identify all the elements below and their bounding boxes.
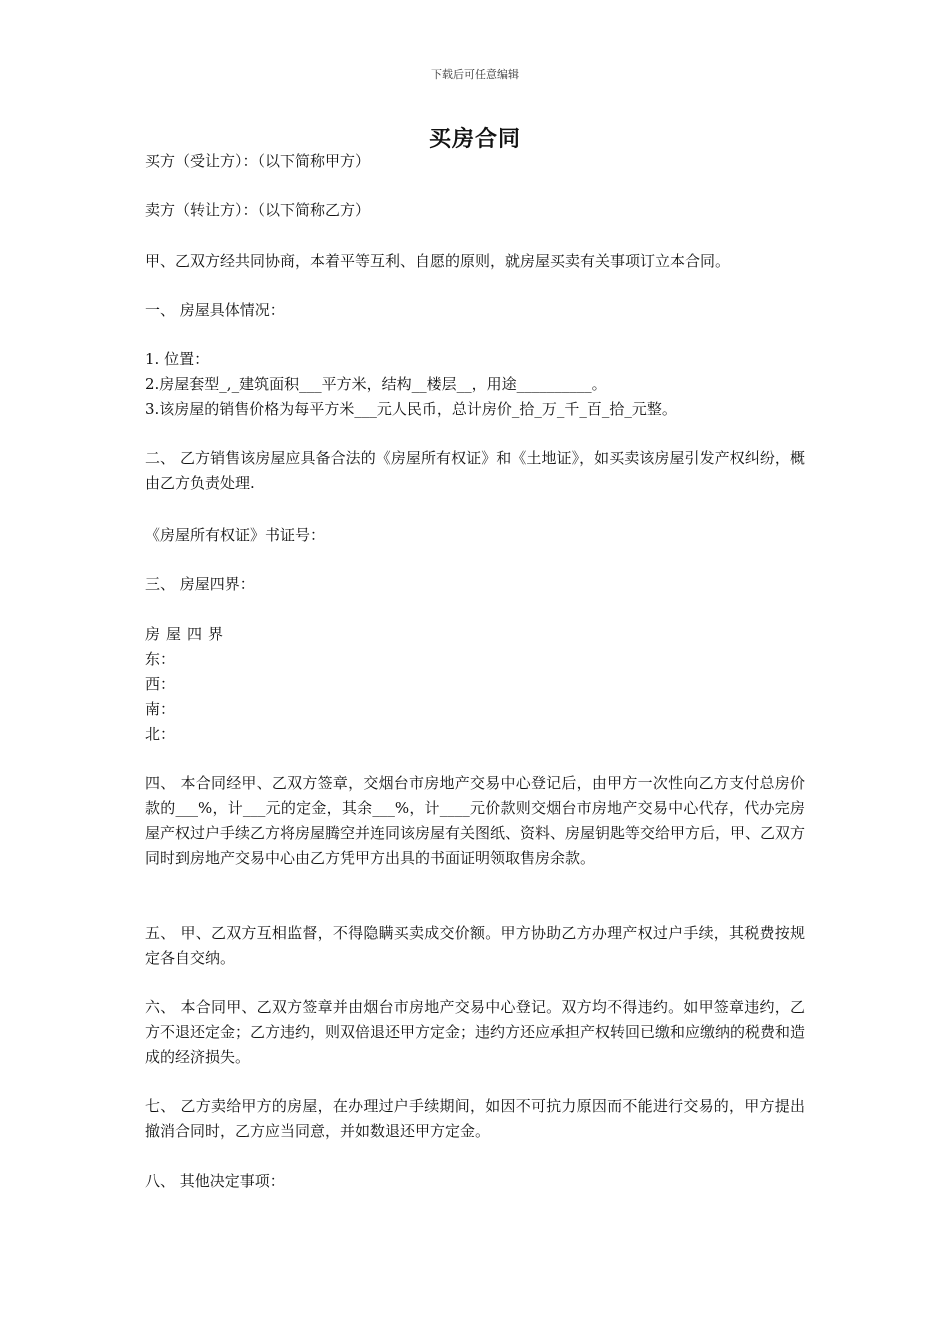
section-1-item-2: 2.房屋套型_,_建筑面积___平方米，结构__楼层__，用途__________。: [145, 375, 607, 393]
section-1-item-1: 1. 位置：: [145, 350, 210, 368]
buyer-line: 买方（受让方）：（以下简称甲方）: [145, 152, 371, 170]
document-title: 买房合同: [428, 127, 521, 152]
page-header: 下载后可任意编辑: [431, 68, 519, 81]
boundary-west: 西：: [145, 675, 176, 693]
section-1-heading: 一、 房屋具体情况：: [145, 301, 285, 319]
section-2-paragraph: 二、 乙方销售该房屋应具备合法的《房屋所有权证》和《土地证》，如买卖该房屋引发产权纠纷，概由乙方负责处理.: [145, 449, 805, 492]
section-6-paragraph: 六、 本合同甲、乙双方签章并由烟台市房地产交易中心登记。双方均不得违约。如甲签章违约，乙方不退还定金；乙方违约，则双倍退还甲方定金；违约方还应承担产权转回已缴和应缴纳的税费和造成的经济损失。: [145, 998, 806, 1066]
section-3-heading: 三、 房屋四界：: [145, 575, 255, 593]
boundary-east: 东：: [145, 650, 176, 668]
section-1-item-3: 3.该房屋的销售价格为每平方米___元人民币，总计房价_拾_万_千_百_拾_元整。: [145, 400, 677, 418]
boundary-title: 房屋四界: [145, 625, 230, 643]
section-4-paragraph: 四、 本合同经甲、乙双方签章，交烟台市房地产交易中心登记后，由甲方一次性向乙方支付总房价款的___%，计___元的定金，其余___%，计____元价款则交烟台市房地产交易中心代存，代办完房屋产权过户手续乙方将房屋腾空并连同该房屋有关图纸、资料、房屋钥匙等交给甲方后，甲、乙双方同时到房地产交易中心由乙方凭甲方出具的书面证明领取售房余款。: [145, 774, 806, 867]
certificate-number-line: 《房屋所有权证》书证号：: [145, 526, 326, 544]
boundary-south: 南：: [145, 700, 176, 718]
intro-paragraph: 甲、乙双方经共同协商，本着平等互利、自愿的原则，就房屋买卖有关事项订立本合同。: [145, 252, 731, 270]
section-7-paragraph: 七、 乙方卖给甲方的房屋，在办理过户手续期间，如因不可抗力原因而不能进行交易的，甲方提出撤消合同时，乙方应当同意，并如数退还甲方定金。: [145, 1097, 805, 1140]
section-5-paragraph: 五、 甲、乙双方互相监督，不得隐瞒买卖成交价额。甲方协助乙方办理产权过户手续，其税费按规定各自交纳。: [145, 924, 805, 967]
section-8-heading: 八、 其他决定事项：: [145, 1172, 285, 1190]
boundary-north: 北：: [145, 725, 176, 743]
seller-line: 卖方（转让方）：（以下简称乙方）: [145, 201, 371, 219]
